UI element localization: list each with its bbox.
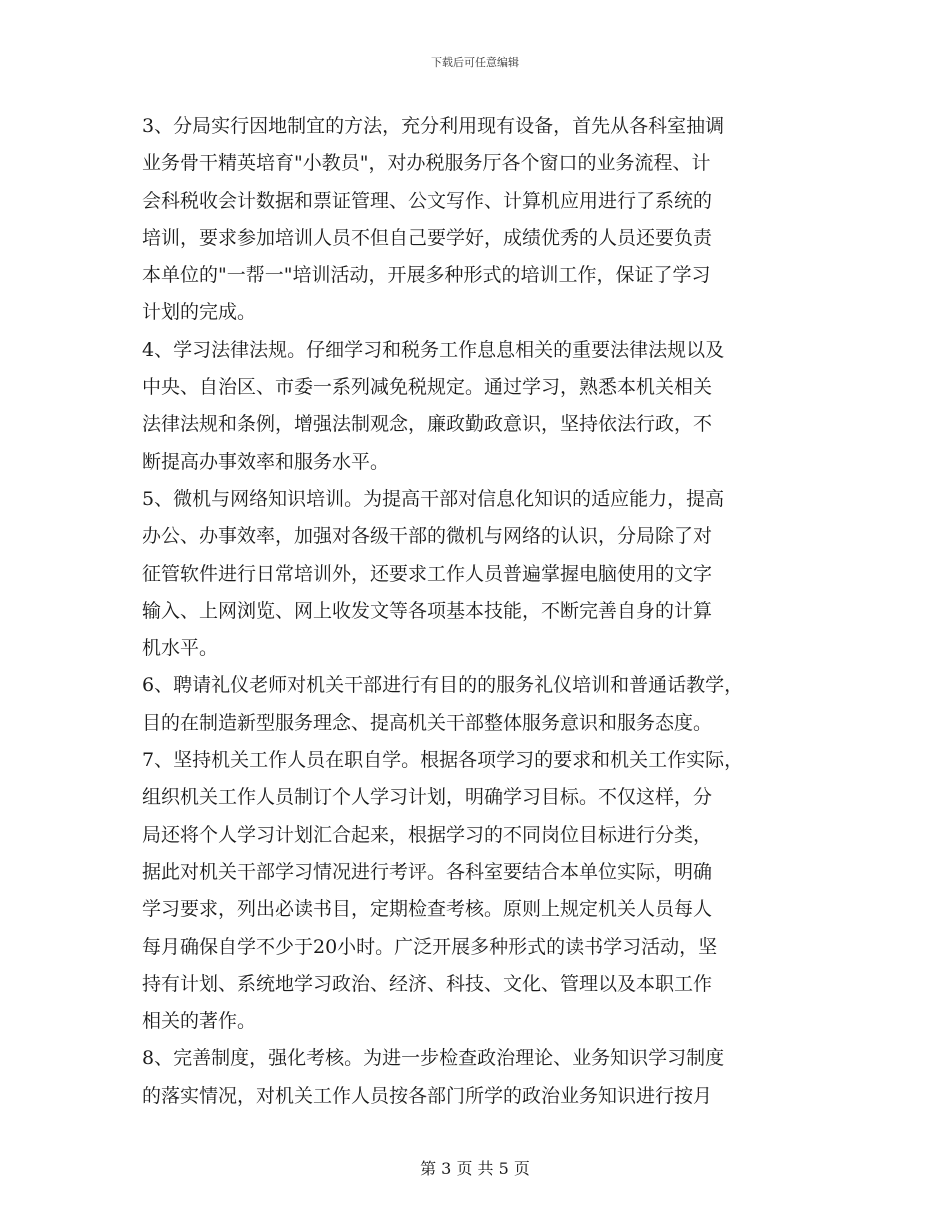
text-line: 局还将个人学习计划汇合起来，根据学习的不同岗位目标进行分类， <box>142 823 713 846</box>
text-line: 中央、自治区、市委一系列减免税规定。通过学习，熟悉本机关相关 <box>142 376 713 399</box>
text-line: 3、分局实行因地制宜的方法，充分利用现有设备，首先从各科室抽调 <box>142 115 725 137</box>
text-line: 据此对机关干部学习情况进行考评。各科室要结合本单位实际，明确 <box>142 860 713 883</box>
text-line: 的落实情况，对机关工作人员按各部门所学的政治业务知识进行按月 <box>142 1084 713 1107</box>
document-body <box>142 108 820 1115</box>
text-line: 相关的著作。 <box>142 1010 257 1033</box>
text-line: 机水平。 <box>142 637 219 660</box>
text-line: 学习要求，列出必读书目，定期检查考核。原则上规定机关人员每人 <box>142 898 713 921</box>
text-line: 征管软件进行日常培训外，还要求工作人员普遍掌握电脑使用的文字 <box>142 562 713 585</box>
text-line: 培训，要求参加培训人员不但自己要学好，成绩优秀的人员还要负责 <box>142 226 713 249</box>
text-line: 会科税收会计数据和票证管理、公文写作、计算机应用进行了系统的 <box>142 189 713 212</box>
page-header-note: 下载后可任意编辑 <box>431 56 519 69</box>
text-line: 法律法规和条例，增强法制观念，廉政勤政意识，坚持依法行政，不 <box>142 413 713 436</box>
text-line: 办公、办事效率，加强对各级干部的微机与网络的认识，分局除了对 <box>142 525 713 548</box>
text-line: 5、微机与网络知识培训。为提高干部对信息化知识的适应能力，提高 <box>142 487 725 510</box>
text-line: 持有计划、系统地学习政治、经济、科技、文化、管理以及本职工作 <box>142 972 713 995</box>
text-line: 业务骨干精英培育"小教员"，对办税服务厅各个窗口的业务流程、计 <box>142 152 711 175</box>
text-line: 每月确保自学不少于20小时。广泛开展多种形式的读书学习活动，坚 <box>142 935 718 958</box>
text-line: 输入、上网浏览、网上收发文等各项基本技能，不断完善自身的计算 <box>142 599 713 622</box>
text-line: 组织机关工作人员制订个人学习计划，明确学习目标。不仅这样，分 <box>142 786 713 809</box>
text-line: 6、聘请礼仪老师对机关干部进行有目的的服务礼仪培训和普通话教学， <box>142 674 744 697</box>
text-line: 本单位的"一帮一"培训活动，开展多种形式的培训工作，保证了学习 <box>142 264 711 287</box>
text-line: 断提高办事效率和服务水平。 <box>142 450 390 473</box>
text-line: 7、坚持机关工作人员在职自学。根据各项学习的要求和机关工作实际， <box>142 749 744 772</box>
text-line: 4、学习法律法规。仔细学习和税务工作息息相关的重要法律法规以及 <box>142 338 725 361</box>
text-line: 计划的完成。 <box>142 301 257 324</box>
page-number: 第 3 页 共 5 页 <box>420 1159 530 1178</box>
text-line: 目的在制造新型服务理念、提高机关干部整体服务意识和服务态度。 <box>142 711 713 734</box>
text-line: 8、完善制度，强化考核。为进一步检查政治理论、业务知识学习制度 <box>142 1047 725 1070</box>
